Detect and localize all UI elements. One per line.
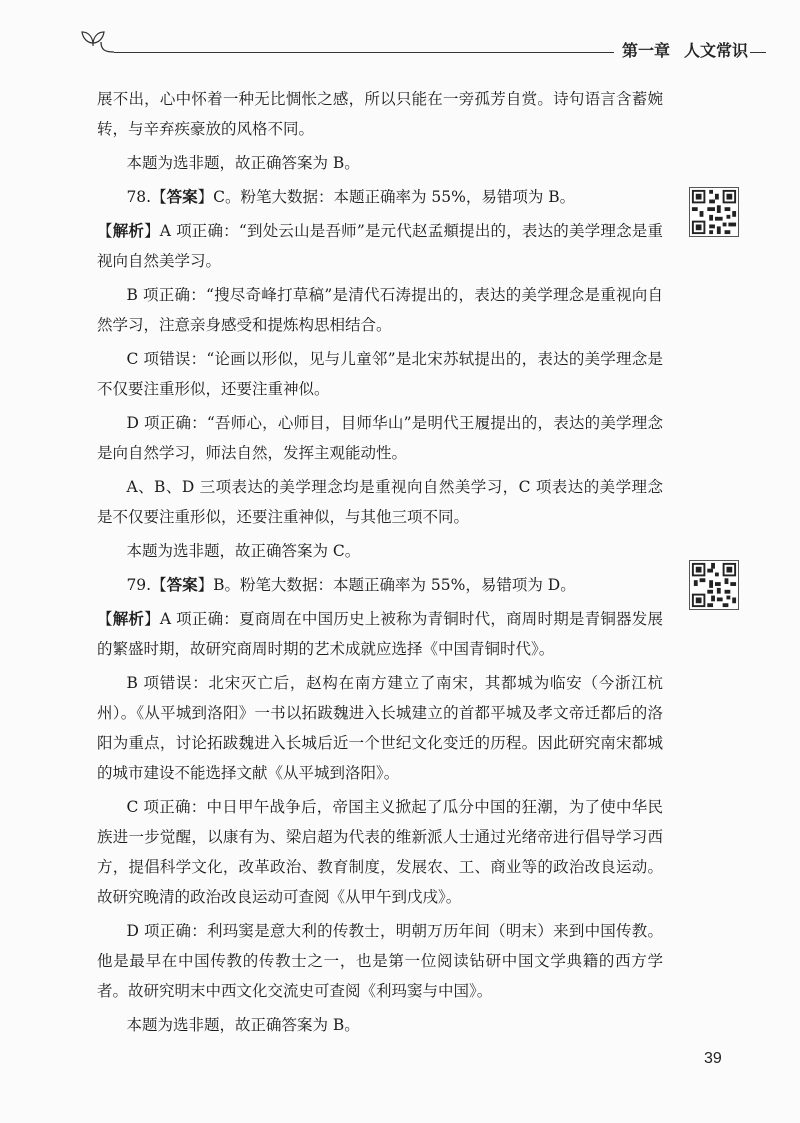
paragraph: C 项错误：“论画以形似，见与儿童邻”是北宋苏轼提出的，表达的美学理念是不仅要注重形似，还要注重神似。 — [97, 350, 663, 398]
paragraph: 本题为选非题，故正确答案为 B。 — [126, 1016, 360, 1034]
answer-label: 答案 — [166, 188, 198, 206]
paragraph: D 项正确：利玛窦是意大利的传教士，明朝万历年间（明末）来到中国传教。他是最早在中国传教的传教士之一，也是第一位阅读钻研中国文学典籍的西方学者。故研究明末中西文化交流史可查阅《利玛窦与中国》。 — [97, 922, 663, 1000]
header-rule-curve — [100, 42, 114, 54]
chapter-number: 第一章 — [622, 41, 671, 60]
header-rule-right — [750, 52, 766, 53]
answer-line-79: 79.【答案】B。粉笔大数据：本题正确率为 55%，易错项为 D。 — [126, 576, 576, 594]
analysis-paragraph-78: 【解析】A 项正确：“到处云山是吾师”是元代赵孟頫提出的，表达的美学理念是重视向自然美学习。 — [97, 222, 663, 270]
analysis-paragraph-79: 【解析】A 项正确：夏商周在中国历史上被称为青铜时代，商周时期是青铜器发展的繁盛时期，故研究商周时期的艺术成就应选择《中国青铜时代》。 — [97, 610, 663, 658]
paragraph: 本题为选非题，故正确答案为 C。 — [126, 542, 361, 560]
chapter-title: 人文常识 — [684, 41, 749, 60]
page-body — [97, 84, 663, 1040]
chapter-heading — [622, 38, 748, 61]
paragraph: C 项正确：中日甲午战争后，帝国主义掀起了瓜分中国的狂潮，为了使中华民族进一步觉醒，以康有为、梁启超为代表的维新派人士通过光绪帝进行倡导学习西方，提倡科学文化，改革政治、教育制度，发展农、工、商业等的政治改良运动。故研究晚清的政治改良运动可查阅《从甲午到戊戌》。 — [97, 798, 663, 906]
qr-code-icon[interactable] — [689, 560, 739, 610]
page-number: 39 — [704, 1050, 722, 1067]
analysis-label: 解析 — [112, 222, 145, 240]
qr-code-icon[interactable] — [689, 187, 739, 237]
paragraph: B 项错误：北宋灭亡后，赵构在南方建立了南宋，其都城为临安（今浙江杭州）。《从平城到洛阳》一书以拓跋魏进入长城建立的首都平城及孝文帝迁都后的洛阳为重点，讨论拓跋魏进入长城后近一个世纪文化变迁的历程。因此研究南宋都城的城市建设不能选择文献《从平城到洛阳》。 — [97, 674, 663, 782]
page-header — [80, 24, 766, 64]
answer-line-78: 78.【答案】C。粉笔大数据：本题正确率为 55%，易错项为 B。 — [126, 188, 576, 206]
paragraph: B 项正确：“搜尽奇峰打草稿”是清代石涛提出的，表达的美学理念是重视向自然学习，注意亲身感受和提炼构思相结合。 — [97, 286, 663, 334]
paragraph: 本题为选非题，故正确答案为 B。 — [126, 154, 360, 172]
paragraph: 展不出，心中怀着一种无比惆怅之感，所以只能在一旁孤芳自赏。诗句语言含蓄婉转，与辛弃疾豪放的风格不同。 — [97, 90, 663, 138]
header-rule-left — [114, 52, 614, 53]
paragraph: D 项正确：“吾师心，心师目，目师华山”是明代王履提出的，表达的美学理念是向自然学习，师法自然，发挥主观能动性。 — [97, 414, 663, 462]
paragraph: A、B、D 三项表达的美学理念均是重视向自然美学习，C 项表达的美学理念是不仅要注重形似，还要注重神似，与其他三项不同。 — [97, 478, 663, 526]
answer-label: 答案 — [166, 576, 198, 594]
analysis-label: 解析 — [112, 610, 145, 628]
